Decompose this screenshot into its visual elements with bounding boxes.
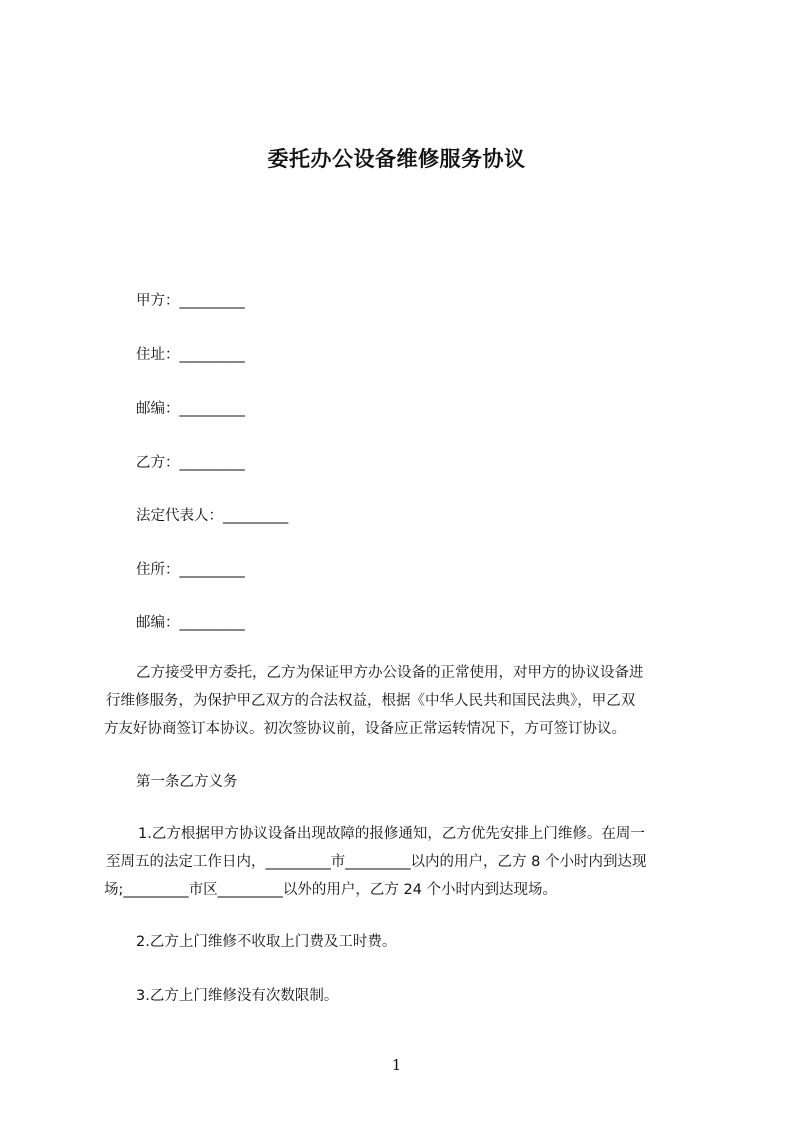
field-party-b — [136, 453, 245, 473]
field-label: 法定代表人： — [136, 508, 223, 524]
intro-line: 行维修服务，为保护甲乙双方的合法权益，根据《中华人民共和国民法典》，甲乙双 — [106, 693, 636, 709]
field-blank: _________ — [223, 508, 289, 524]
field-blank: _________ — [179, 293, 245, 309]
field-party-b-residence — [136, 560, 245, 580]
document-title: 委托办公设备维修服务协议 — [267, 147, 526, 171]
field-party-a-postcode — [136, 399, 245, 419]
field-blank: _________ — [179, 562, 245, 578]
clause-line: 至周五的法定工作日内，_________市_________以内的用户，乙方 8 个小时内到达现 — [106, 854, 647, 870]
field-label: 住址： — [136, 347, 180, 363]
field-label: 甲方： — [136, 293, 180, 309]
field-label: 邮编： — [136, 615, 180, 631]
clause-line: 1.乙方根据甲方协议设备出现故障的报修通知，乙方优先安排上门维修。在周一 — [138, 826, 645, 842]
field-label: 邮编： — [136, 401, 180, 417]
field-blank: _________ — [179, 455, 245, 471]
field-party-a — [136, 291, 245, 311]
page-number: 1 — [391, 1056, 402, 1074]
clause-2: 2.乙方上门维修不收取上门费及工时费。 — [136, 934, 397, 950]
field-party-a-address — [136, 345, 245, 365]
field-blank: _________ — [179, 615, 245, 631]
field-blank: _________ — [179, 401, 245, 417]
intro-line: 乙方接受甲方委托，乙方为保证甲方办公设备的正常使用，对甲方的协议设备进 — [136, 665, 644, 681]
field-party-b-postcode — [136, 613, 245, 633]
field-label: 住所： — [136, 562, 180, 578]
field-legal-representative — [136, 506, 288, 526]
clause-1 — [104, 820, 696, 904]
field-blank: _________ — [179, 347, 245, 363]
clause-3: 3.乙方上门维修没有次数限制。 — [136, 988, 339, 1004]
clause-line: 场;_________市区_________以外的用户，乙方 24 个小时内到达现场。 — [104, 882, 558, 898]
field-label: 乙方： — [136, 455, 180, 471]
intro-line: 方友好协商签订本协议。初次签协议前，设备应正常运转情况下，方可签订协议。 — [104, 721, 626, 737]
section-heading: 第一条乙方义务 — [136, 774, 238, 790]
intro-paragraph — [104, 659, 696, 743]
